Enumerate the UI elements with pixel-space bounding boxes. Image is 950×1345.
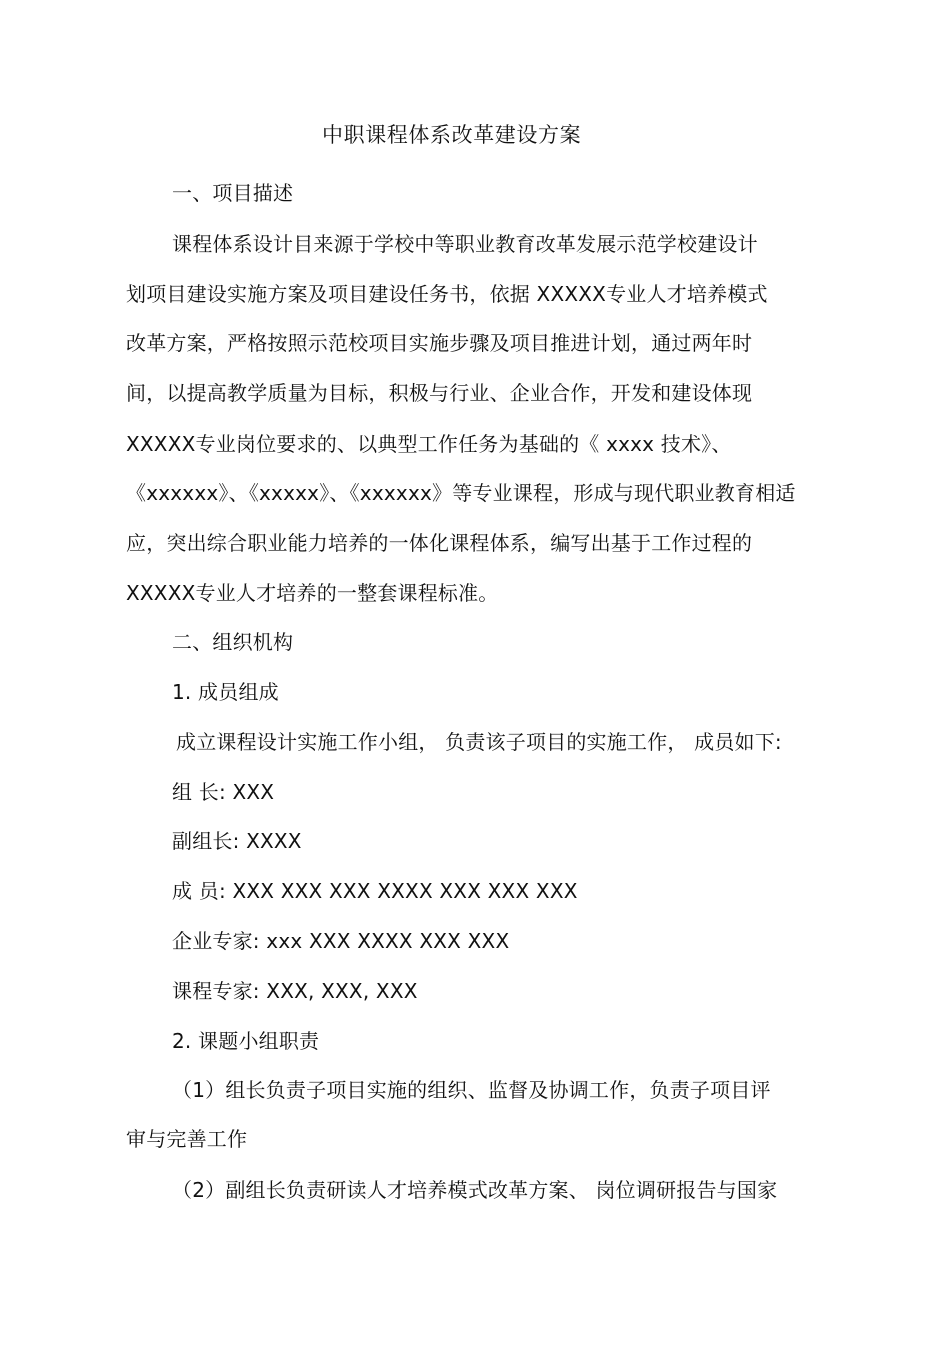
subsection-heading-responsibilities: 2. 课题小组职责 bbox=[172, 1029, 320, 1053]
paragraph-line: 《xxxxxx》、《xxxxx》、《xxxxxx》等专业课程，形成与现代职业教育相适 bbox=[126, 481, 796, 505]
paragraph-line: XXXXX专业人才培养的一整套课程标准。 bbox=[126, 581, 499, 605]
section-heading-organization: 二、组织机构 bbox=[172, 630, 294, 654]
document-title: 中职课程体系改革建设方案 bbox=[322, 123, 582, 147]
course-experts-line: 课程专家: XXX, XXX, XXX bbox=[172, 979, 418, 1003]
paragraph-line: 划项目建设实施方案及项目建设任务书，依据 XXXXX专业人才培养模式 bbox=[126, 282, 768, 306]
paragraph-line: 应，突出综合职业能力培养的一体化课程体系，编写出基于工作过程的 bbox=[126, 531, 753, 555]
section-heading-project-description: 一、项目描述 bbox=[172, 181, 294, 205]
members-intro-line: 成立课程设计实施工作小组， 负责该子项目的实施工作， 成员如下: bbox=[176, 730, 782, 754]
member-deputy-line: 副组长: XXXX bbox=[172, 829, 302, 853]
responsibility-line: （1）组长负责子项目实施的组织、监督及协调工作，负责子项目评 bbox=[172, 1078, 771, 1102]
paragraph-line: 改革方案，严格按照示范校项目实施步骤及项目推进计划，通过两年时 bbox=[126, 331, 753, 355]
responsibility-line: 审与完善工作 bbox=[126, 1127, 248, 1151]
member-list-line: 成 员: XXX XXX XXX XXXX XXX XXX XXX bbox=[172, 879, 578, 903]
enterprise-experts-line: 企业专家: xxx XXX XXXX XXX XXX bbox=[172, 929, 510, 953]
paragraph-line: 间，以提高教学质量为目标，积极与行业、企业合作，开发和建设体现 bbox=[126, 381, 753, 405]
paragraph-line: 课程体系设计目来源于学校中等职业教育改革发展示范学校建设计 bbox=[172, 232, 758, 256]
responsibility-line: （2）副组长负责研读人才培养模式改革方案、 岗位调研报告与国家 bbox=[172, 1178, 778, 1202]
subsection-heading-members: 1. 成员组成 bbox=[172, 680, 279, 704]
member-leader-line: 组 长: XXX bbox=[172, 780, 275, 804]
paragraph-line: XXXXX专业岗位要求的、以典型工作任务为基础的《 xxxx 技术》、 bbox=[126, 432, 732, 456]
